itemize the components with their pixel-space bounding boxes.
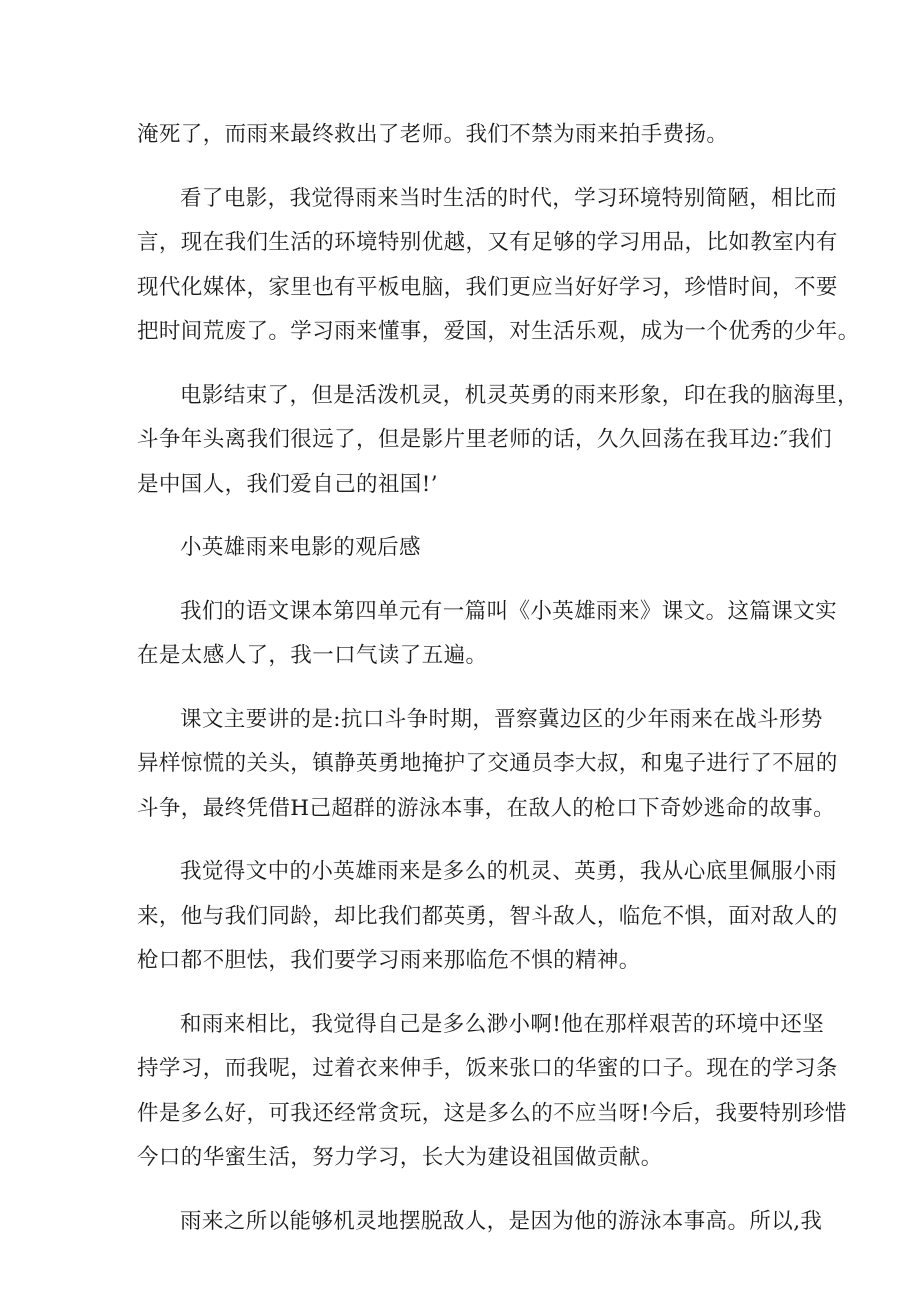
text-line: 件是多么好，可我还经常贪玩，这是多么的不应当呀!今后，我要特别珍惜 bbox=[137, 1100, 847, 1126]
text-line: 淹死了，而雨来最终救出了老师。我们不禁为雨来拍手费扬。 bbox=[137, 122, 729, 147]
document-body bbox=[137, 113, 860, 1244]
text-line: 和雨来相比，我觉得自己是多么渺小啊!他在那样艰苦的环境中还坚 bbox=[180, 1011, 825, 1037]
text-line: 来，他与我们同龄，却比我们都英勇，智斗敌人，临危不惧，面对敌人的 bbox=[137, 903, 838, 929]
text-line: 在是太感人了，我一口气读了五遍。 bbox=[137, 643, 488, 668]
section-heading bbox=[137, 526, 792, 571]
paragraph bbox=[137, 590, 838, 679]
text-line: 持学习，而我呢，过着衣来伸手，饭来张口的华蜜的口子。现在的学习条 bbox=[137, 1056, 838, 1081]
text-line: 课文主要讲的是:抗口斗争时期，晋察冀边区的少年雨来在战斗形势 bbox=[180, 706, 823, 732]
text-line: 斗争，最终凭借H己超群的游泳本事，在敌人的枪口下奇妙逃命的故事。 bbox=[137, 795, 836, 821]
text-line: 今口的华蜜生活，努力学习，长大为建设祖国做贡献。 bbox=[137, 1145, 663, 1170]
text-line: 言，现在我们生活的环境特别优越，又有足够的学习用品，比如教室内有 bbox=[137, 230, 838, 255]
paragraph bbox=[137, 1003, 847, 1181]
text-line: 现代化媒体，家里也有平板电脑，我们更应当好好学习，珍惜时间，不要 bbox=[137, 274, 838, 300]
text-line: 雨来之所以能够机灵地摆脱敌人，是因为他的游泳本事高。所以,我 bbox=[180, 1208, 823, 1234]
paragraph bbox=[137, 1200, 823, 1245]
text-line: 枪口都不胆怯，我们要学习雨来那临危不惧的精神。 bbox=[137, 948, 641, 973]
text-line: 电影结束了，但是活泼机灵，机灵英勇的雨来形象，印在我的脑海里， bbox=[180, 382, 859, 408]
heading-text: 小英雄雨来电影的观后感 bbox=[180, 535, 421, 560]
paragraph bbox=[137, 698, 838, 832]
text-line: 把时间荒废了。学习雨来懂事，爱国，对生活乐观，成为一个优秀的少年。 bbox=[137, 319, 860, 344]
text-line: 看了电影，我觉得雨来当时生活的时代，学习环境特别简陋，相比而 bbox=[180, 185, 838, 211]
text-line: 斗争年头离我们很远了，但是影片里老师的话，久久回荡在我耳边:″我们 bbox=[137, 427, 832, 452]
text-line: 我觉得文中的小英雄雨来是多么的机灵、英勇，我从心底里佩服小雨 bbox=[180, 859, 838, 884]
paragraph bbox=[137, 177, 860, 355]
paragraph bbox=[137, 374, 859, 508]
paragraph bbox=[137, 113, 792, 158]
text-line: 我们的语文课本第四单元有一篇叫《小英雄雨来》课文。这篇课文实 bbox=[180, 598, 838, 624]
paragraph bbox=[137, 850, 838, 984]
text-line: 异样惊慌的关头，镇静英勇地掩护了交通员李大叔，和鬼子进行了不屈的 bbox=[137, 751, 838, 776]
text-line: 是中国人，我们爱自己的祖国!’ bbox=[137, 471, 438, 497]
